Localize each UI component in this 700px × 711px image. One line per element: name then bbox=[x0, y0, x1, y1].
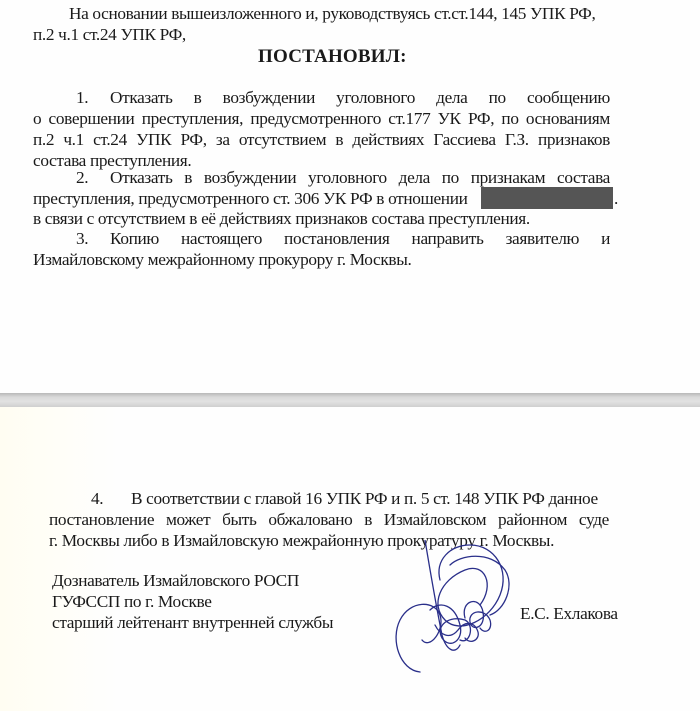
signatory-position-3: старший лейтенант внутренней службы bbox=[52, 613, 334, 632]
item-2-line-2: преступления, предусмотренного ст. 306 УК РФ в отношении bbox=[33, 189, 468, 208]
decision-heading: ПОСТАНОВИЛ: bbox=[258, 46, 407, 67]
item-3-line-2: Измайловскому межрайонному прокурору г. Москвы. bbox=[33, 250, 412, 269]
item-4-line-2: постановление может быть обжаловано в Измайловском районном суде bbox=[49, 510, 609, 529]
document-page-bottom bbox=[0, 407, 700, 711]
item-4-line-1 bbox=[91, 489, 598, 509]
redaction-block bbox=[481, 187, 613, 209]
item-1-text-1: Отказать в возбуждении уголовного дела по сообщению bbox=[110, 88, 610, 107]
redaction-trailing-period: . bbox=[614, 189, 618, 208]
item-1-line-1 bbox=[76, 88, 610, 108]
signature-stroke bbox=[450, 556, 509, 615]
intro-line-1: На основании вышеизложенного и, руководствуясь ст.ст.144, 145 УПК РФ, bbox=[69, 4, 596, 23]
intro-line-2: п.2 ч.1 ст.24 УПК РФ, bbox=[33, 25, 186, 44]
item-2-line-3: в связи с отсутствием в её действиях признаков состава преступления. bbox=[33, 209, 530, 228]
item-3-number: 3. bbox=[76, 229, 89, 248]
item-4-number: 4. bbox=[91, 489, 104, 508]
item-4-line-3: г. Москвы либо в Измайловскую межрайонную прокуратуру г. Москвы. bbox=[49, 531, 555, 550]
item-2-line-1 bbox=[76, 168, 610, 188]
item-1-number: 1. bbox=[76, 88, 89, 107]
item-1-line-2: о совершении преступления, предусмотренного ст.177 УК РФ, по основаниям bbox=[33, 109, 610, 128]
signature-stroke bbox=[396, 604, 441, 672]
item-2-text-1: Отказать в возбуждении уголовного дела по признакам состава bbox=[110, 168, 610, 187]
signatory-position-1: Дознаватель Измайловского РОСП bbox=[52, 571, 299, 590]
item-1-line-3: п.2 ч.1 ст.24 УПК РФ, за отсутствием в действиях Гассиева Г.З. признаков bbox=[33, 130, 610, 149]
signature-stroke bbox=[464, 602, 490, 632]
item-1-line-4: состава преступления. bbox=[33, 151, 192, 170]
item-3-text-1: Копию настоящего постановления направить заявителю и bbox=[110, 229, 610, 248]
item-2-number: 2. bbox=[76, 168, 89, 187]
item-3-line-1 bbox=[76, 229, 610, 249]
signatory-name: Е.С. Ехлакова bbox=[520, 604, 618, 623]
handwritten-signature bbox=[380, 540, 530, 680]
signatory-position-2: ГУФССП по г. Москве bbox=[52, 592, 212, 611]
item-4-text-1: В соответствии с главой 16 УПК РФ и п. 5 ст. 148 УПК РФ данное bbox=[131, 489, 598, 508]
page-separator bbox=[0, 393, 700, 407]
